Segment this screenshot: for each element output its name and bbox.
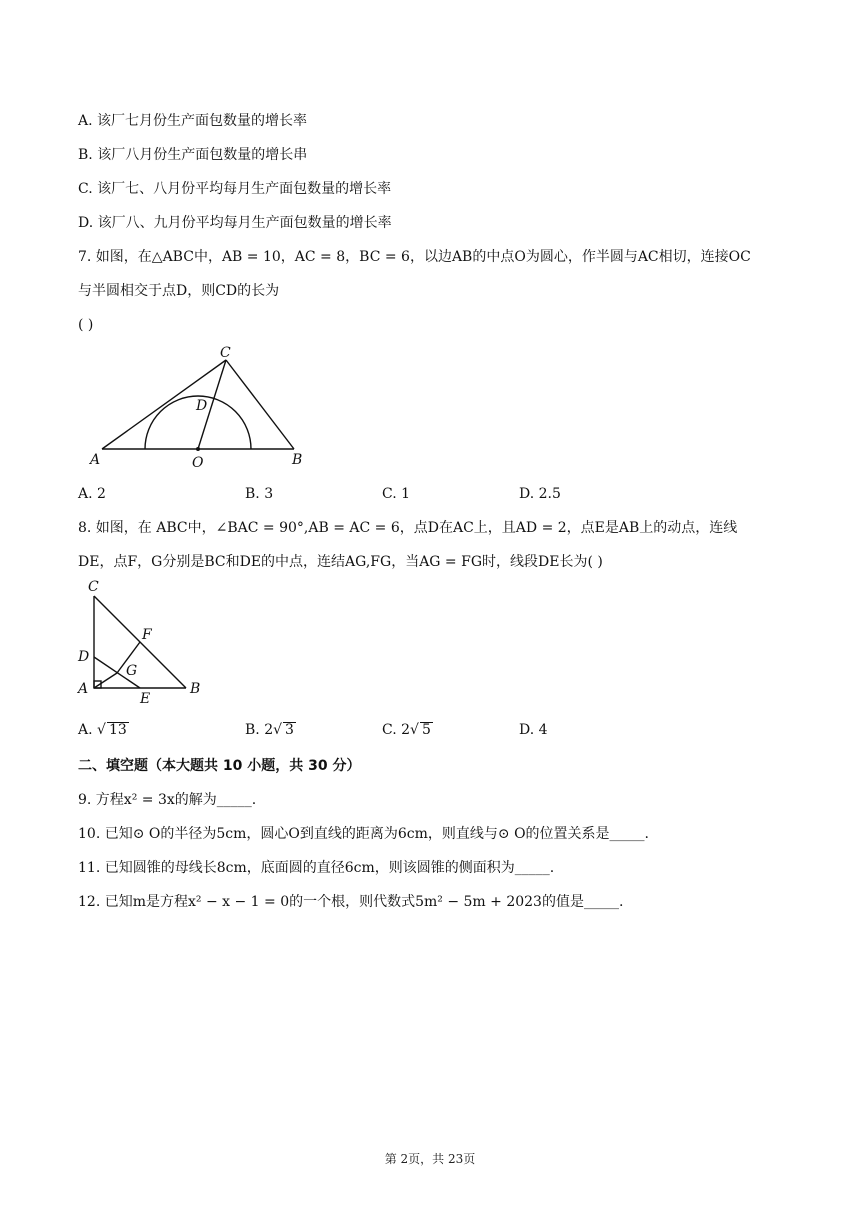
q7-choice-b: B. 3 [245,486,274,502]
q8-choice-c: C. 2√ 5 [382,722,431,738]
q7-choice-d: D. 2.5 [519,486,561,502]
q8-label-d: D [78,649,90,665]
q8-label-g: G [126,663,138,679]
q7-bracket: ( ) [78,317,94,333]
q8-label-b: B [190,681,201,697]
q10-stem: 10. 已知⊙ O的半径为5cm，圆心O到直线的距离为6cm，则直线与⊙ O的位置关系是_____. [78,826,650,842]
q7-stem-line1: 7. 如图，在△ABC中，AB = 10，AC = 8，BC = 6，以边AB的中点O为圆心，作半圆与AC相切，连接OC [78,249,751,265]
q7-label-b: B [292,452,303,468]
page-footer: 第 2页，共 23页 [384,1152,476,1166]
q7-choice-c: C. 1 [382,486,411,502]
q6-option-a: A. 该厂七月份生产面包数量的增长率 [78,113,308,129]
q7-side-bc [226,360,294,449]
q8-label-c: C [88,579,99,595]
q8-choice-d: D. 4 [519,722,548,738]
q8-stem-line1: 8. 如图，在 ABC中，∠BAC = 90°,AB = AC = 6，点D在AC上，且AD = 2，点E是AB上的动点，连线 [78,520,738,536]
q7-label-c: C [220,345,231,361]
q8-stem-line2: DE，点F，G分别是BC和DE的中点，连结AG,FG，当AG = FG时，线段DE长为( ) [78,554,603,570]
q8-choice-a-radicand: 13 [108,722,127,738]
q7-point-o [196,447,200,451]
q8-label-e: E [140,691,151,707]
section-title-fill-in: 二、填空题（本大题共 10 小题，共 30 分） [78,758,361,774]
q11-stem: 11. 已知圆锥的母线长8cm，底面圆的直径6cm，则该圆锥的侧面积为_____. [78,860,555,876]
q7-side-ac [102,360,226,449]
q6-option-d: D. 该厂八、九月份平均每月生产面包数量的增长率 [78,215,392,231]
q7-label-a: A [90,452,101,468]
q6-option-b: B. 该厂八月份生产面包数量的增长串 [78,147,308,163]
q8-figure [74,577,214,707]
q7-label-o: O [192,455,204,471]
q8-choice-b: B. 2√ 3 [245,722,294,738]
q7-figure [80,340,320,475]
q7-stem-line2: 与半圆相交于点D，则CD的长为 [78,283,280,299]
q8-label-a: A [78,681,89,697]
q12-stem: 12. 已知m是方程x² − x − 1 = 0的一个根，则代数式5m² − 5m + 2023的值是_____. [78,894,624,910]
q8-choice-a: A. √ 13 [78,722,127,738]
q7-choice-a: A. 2 [78,486,106,502]
q6-option-c: C. 该厂七、八月份平均每月生产面包数量的增长率 [78,181,392,197]
q8-choice-c-radicand: 5 [421,722,431,738]
q7-label-d: D [196,398,208,414]
q9-stem: 9. 方程x² = 3x的解为_____. [78,792,257,808]
q8-choice-b-radicand: 3 [285,722,294,738]
q8-label-f: F [142,627,152,643]
